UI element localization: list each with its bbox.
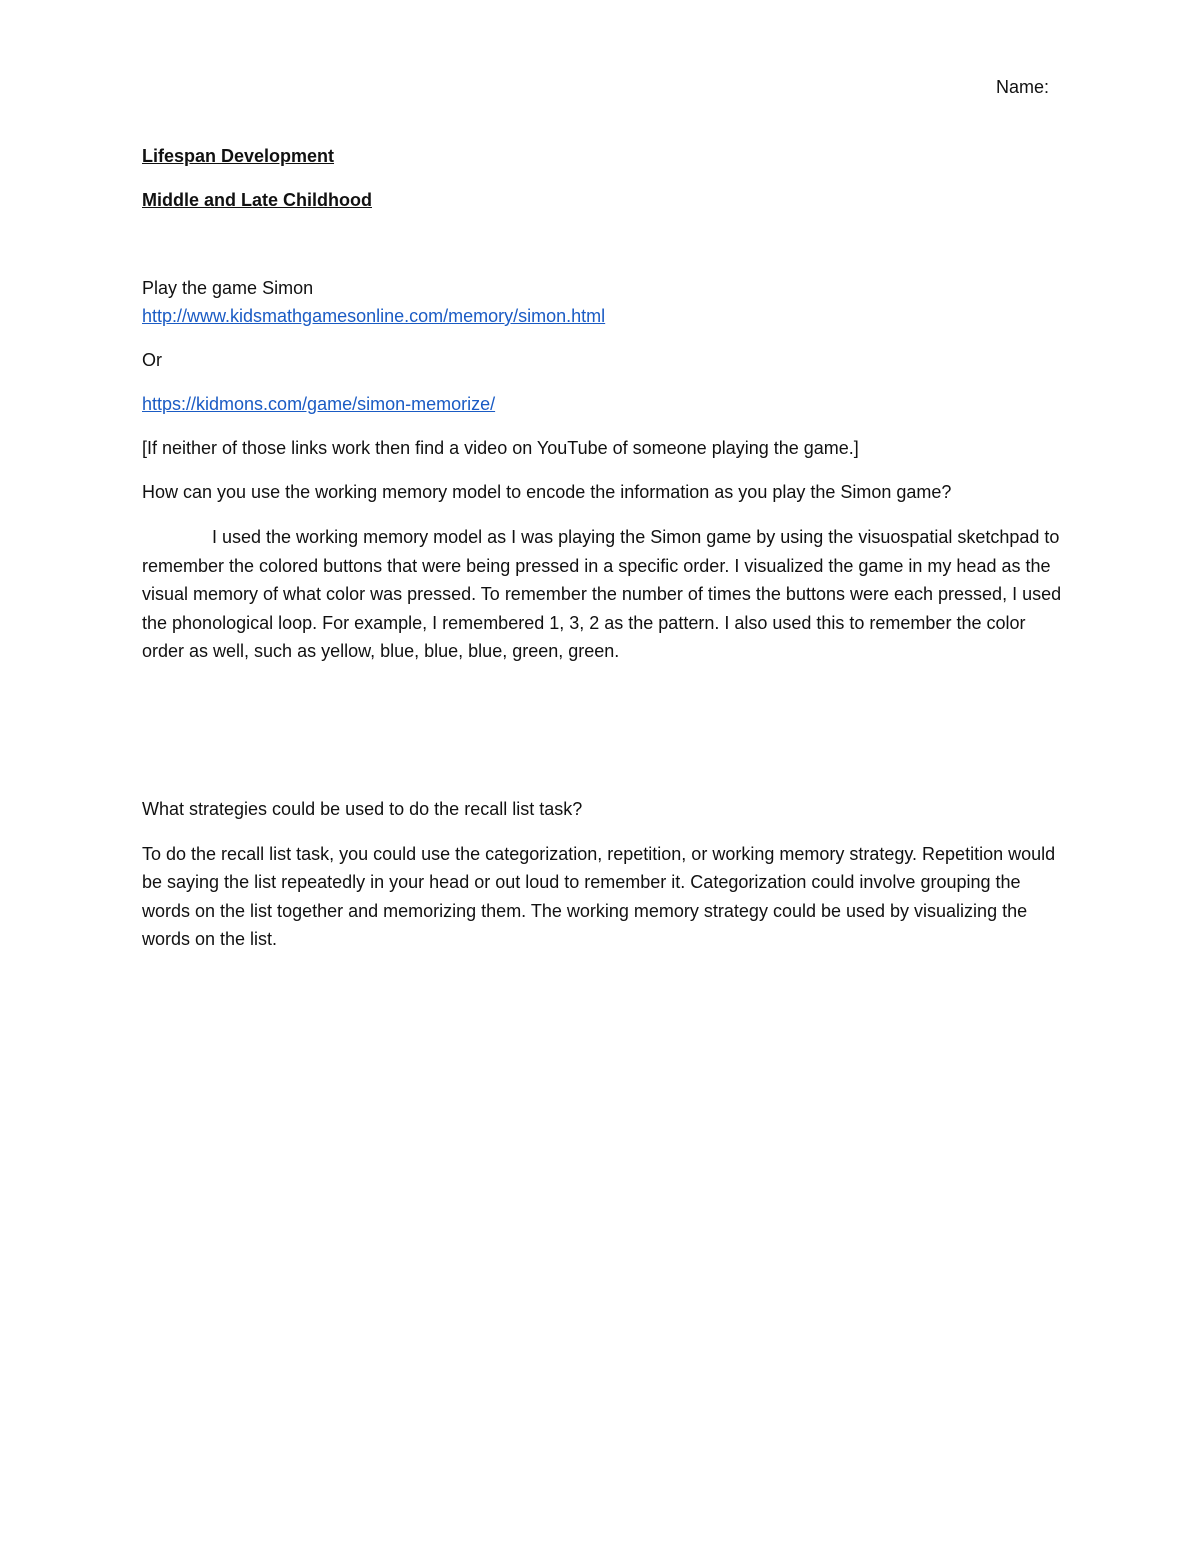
or-text: Or <box>142 350 162 370</box>
simon-game-link-1[interactable]: http://www.kidsmathgamesonline.com/memory/simon.html <box>142 306 606 326</box>
simon-game-link-2[interactable]: https://kidmons.com/game/simon-memorize/ <box>142 394 496 414</box>
link-row-2 <box>142 393 1062 415</box>
question-2-prompt: What strategies could be used to do the recall list task? <box>142 798 583 819</box>
name-label: Name: <box>996 77 1050 97</box>
unit-title: Middle and Late Childhood <box>142 190 372 210</box>
play-instruction: Play the game Simon <box>142 278 314 298</box>
fallback-instruction: [If neither of those links work then find a video on YouTube of someone playing the game.] <box>142 438 859 458</box>
document-body <box>142 145 1062 968</box>
link-row-1 <box>142 305 1062 327</box>
spacer <box>142 666 1062 798</box>
question-1-prompt: How can you use the working memory model to encode the information as you play the Simon game? <box>142 482 952 502</box>
question-2-answer: To do the recall list task, you could use the categorization, repetition, or working memory strategy. Repetition would be saying the list repeatedly in your head or out loud to remember it. Categorization could involve grouping the words on the list together and memorizing them. The working memory strategy could be used by visualizing the words on the list. <box>142 843 1056 949</box>
question-1-answer: I used the working memory model as I was playing the Simon game by using the visuospatial sketchpad to remember the colored buttons that were being pressed in a specific order. I visualized the game in my head as the visual memory of what color was pressed. To remember the number of times the buttons were each pressed, I used the phonological loop. For example, I remembered 1, 3, 2 as the pattern. I also used this to remember the color order as well, such as yellow, blue, blue, blue, green, green. <box>142 527 1062 661</box>
course-title: Lifespan Development <box>142 146 335 166</box>
